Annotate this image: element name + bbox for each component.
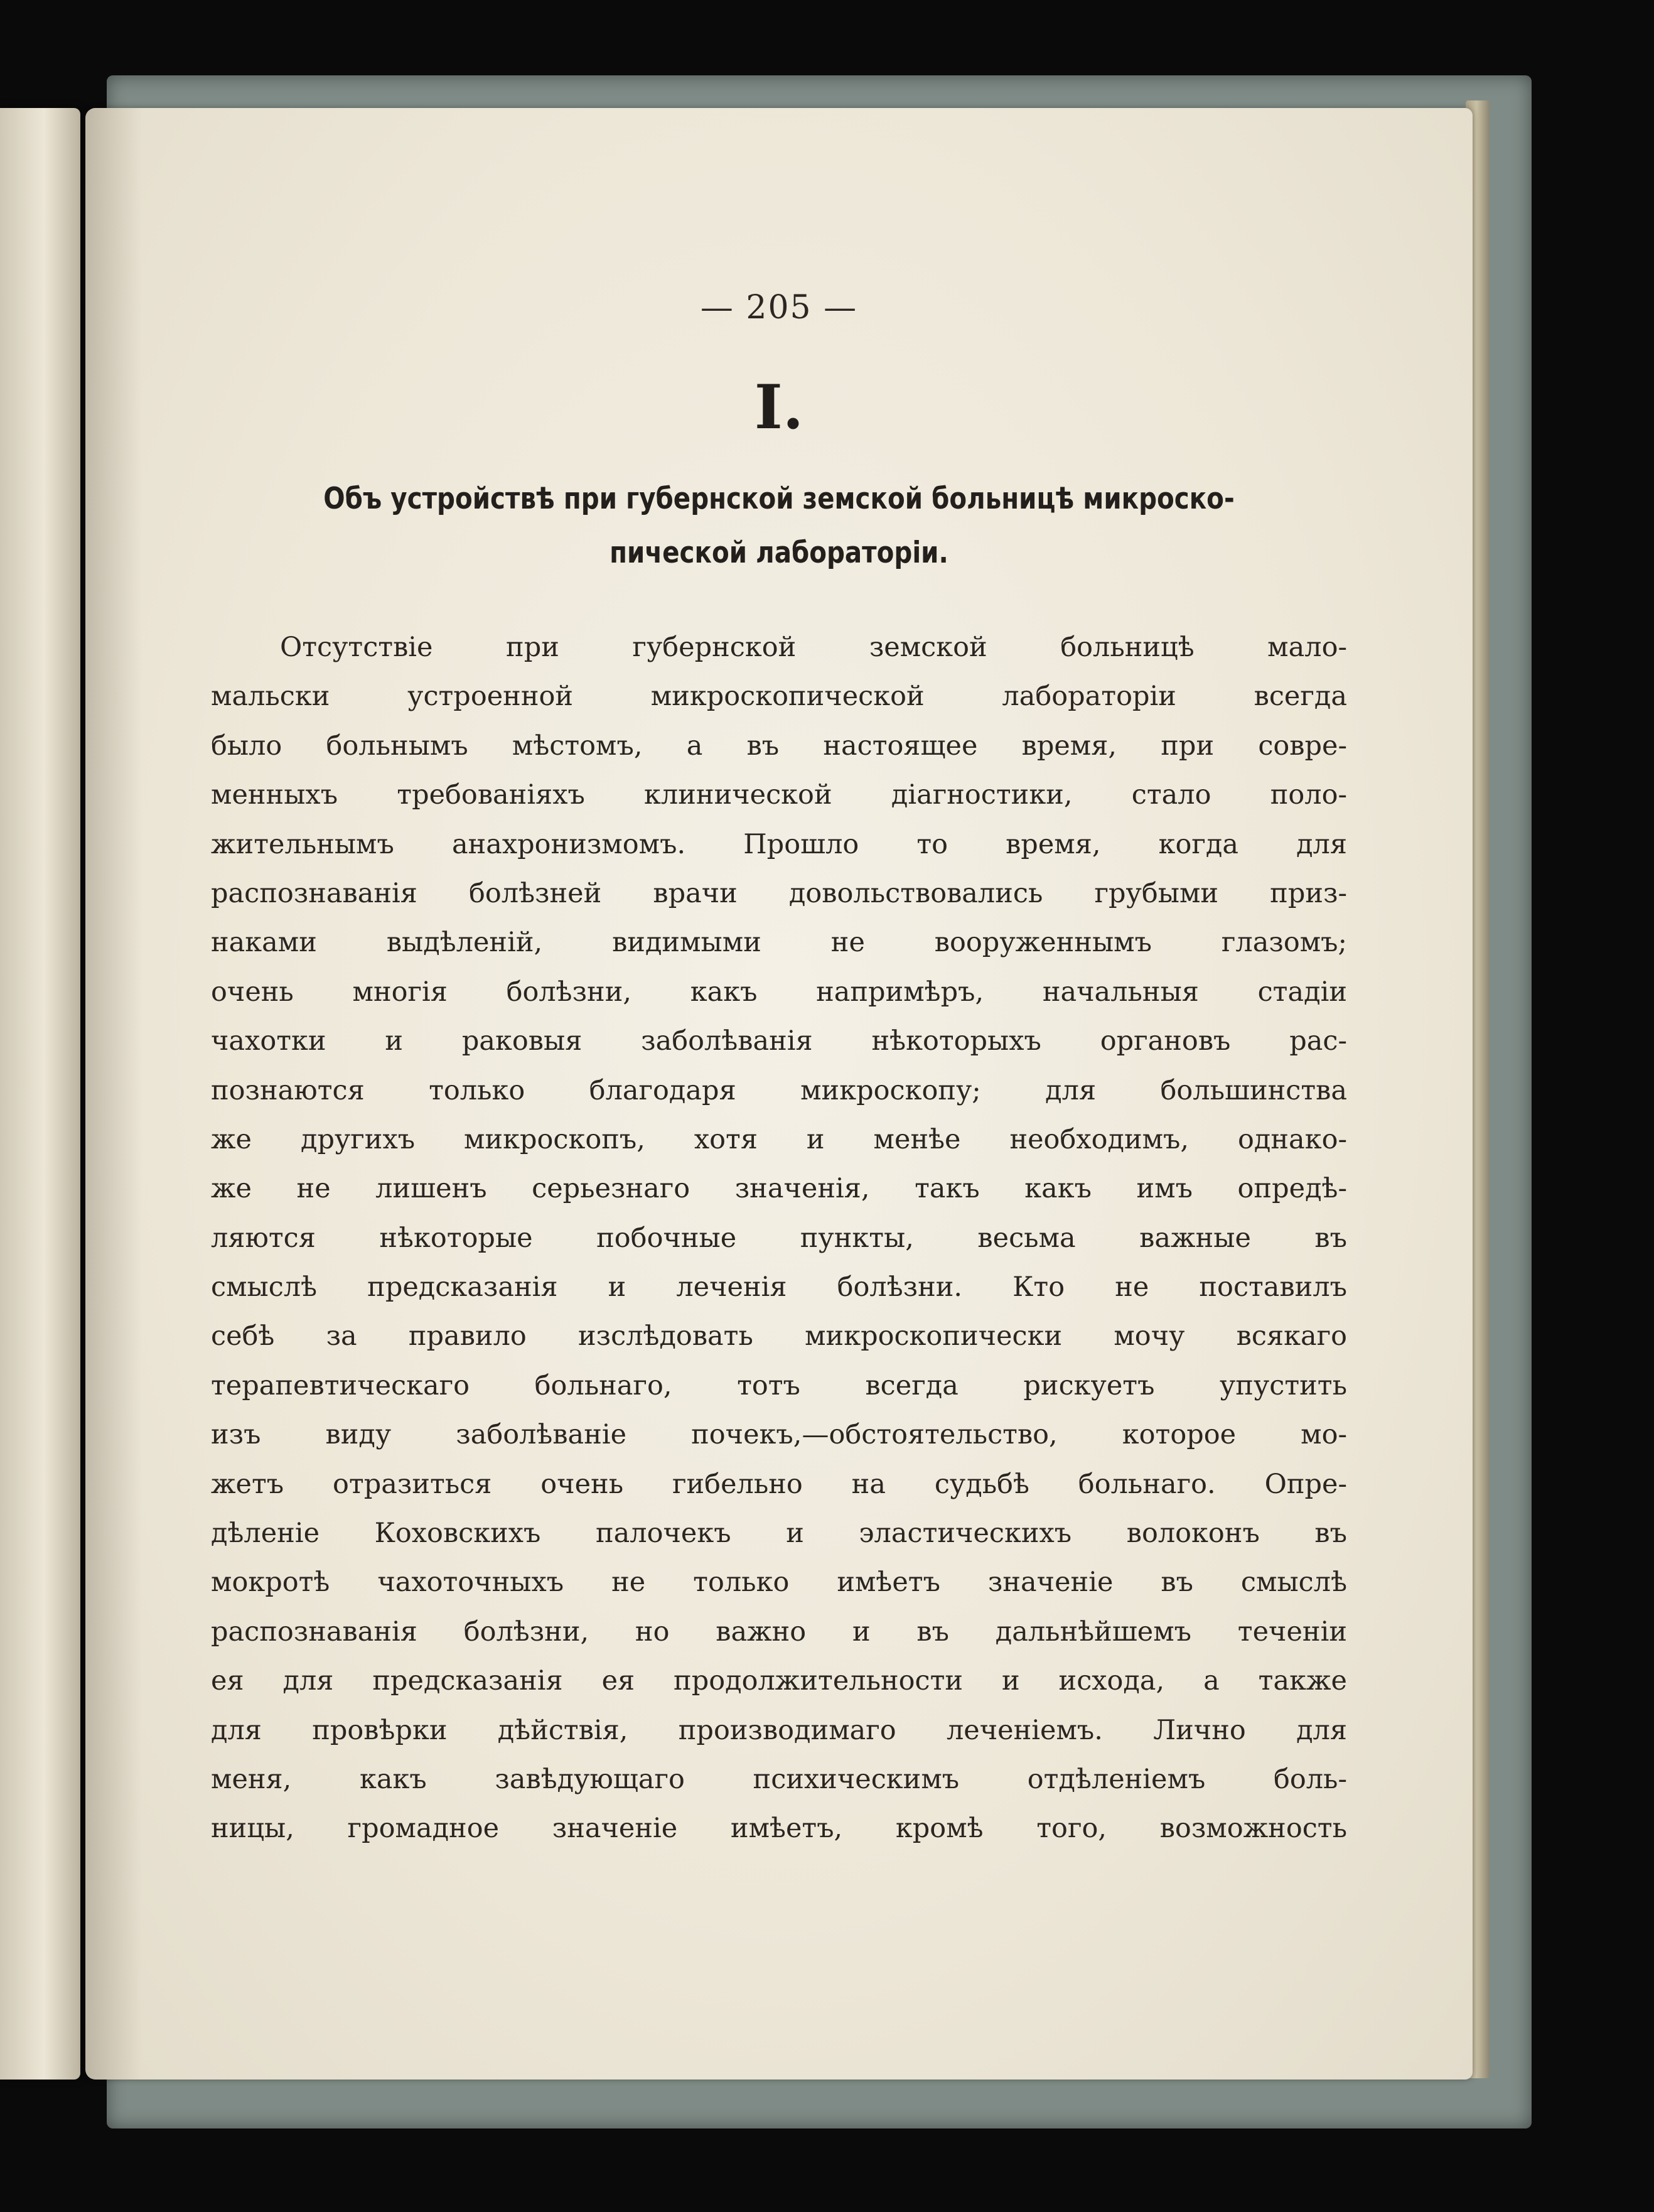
text-line: познаются только благодаря микроскопу; для большинства — [211, 1074, 1347, 1106]
book-page — [85, 108, 1473, 2080]
text-line: терапевтическаго больнаго, тотъ всегда рискуетъ упустить — [211, 1369, 1347, 1401]
text-line: менныхъ требованіяхъ клинической діагностики, стало поло- — [211, 779, 1347, 811]
text-line: себѣ за правило изслѣдовать микроскопически мочу всякаго — [211, 1320, 1347, 1352]
chapter-title-line: пической лабораторіи. — [610, 536, 948, 570]
text-line: распознаванія болѣзни, но важно и въ дальнѣйшемъ теченіи — [211, 1616, 1347, 1648]
page-number: — 205 — — [700, 289, 858, 326]
text-line: наками выдѣленій, видимыми не вооруженнымъ глазомъ; — [211, 927, 1347, 959]
chapter-numeral: I. — [754, 372, 804, 443]
text-line: ляются нѣкоторые побочные пункты, весьма важные въ — [211, 1222, 1347, 1254]
text-line: для провѣрки дѣйствія, производимаго леченіемъ. Лично для — [211, 1714, 1347, 1746]
text-line: очень многія болѣзни, какъ напримѣръ, начальныя стадіи — [211, 976, 1347, 1008]
text-line: Отсутствіе при губернской земской больницѣ мало- — [280, 632, 1347, 663]
text-line: дѣленіе Коховскихъ палочекъ и эластическихъ волоконъ въ — [211, 1518, 1347, 1550]
text-line: чахотки и раковыя заболѣванія нѣкоторыхъ органовъ рас- — [211, 1025, 1347, 1057]
text-line: ницы, громадное значеніе имѣетъ, кромѣ того, возможность — [211, 1813, 1347, 1845]
chapter-title-line: Объ устройствѣ при губернской земской больницѣ микроско- — [323, 482, 1235, 516]
text-line: же не лишенъ серьезнаго значенія, такъ какъ имъ опредѣ- — [211, 1173, 1347, 1205]
chapter-title — [291, 472, 1268, 580]
text-line: мальски устроенной микроскопической лабораторіи всегда — [211, 681, 1347, 713]
text-line: было больнымъ мѣстомъ, а въ настоящее время, при совре- — [211, 730, 1347, 762]
text-line: ея для предсказанія ея продолжительности и исхода, а также — [211, 1665, 1347, 1697]
text-line: мокротѣ чахоточныхъ не только имѣетъ значеніе въ смыслѣ — [211, 1567, 1347, 1599]
text-line: изъ виду заболѣваніе почекъ,—обстоятельство, которое мо- — [211, 1419, 1347, 1451]
text-line: распознаванія болѣзней врачи довольствовались грубыми приз- — [211, 877, 1347, 909]
body-paragraph — [211, 623, 1347, 1853]
text-line: жетъ отразиться очень гибельно на судьбѣ больнаго. Опре- — [211, 1468, 1347, 1500]
text-line: меня, какъ завѣдующаго психическимъ отдѣленіемъ боль- — [211, 1763, 1347, 1795]
text-line: смыслѣ предсказанія и леченія болѣзни. Кто не поставилъ — [211, 1271, 1347, 1303]
text-line: же другихъ микроскопъ, хотя и менѣе необходимъ, однако- — [211, 1123, 1347, 1155]
left-page-edge — [0, 108, 80, 2080]
text-line: жительнымъ анахронизмомъ. Прошло то время, когда для — [211, 828, 1347, 860]
